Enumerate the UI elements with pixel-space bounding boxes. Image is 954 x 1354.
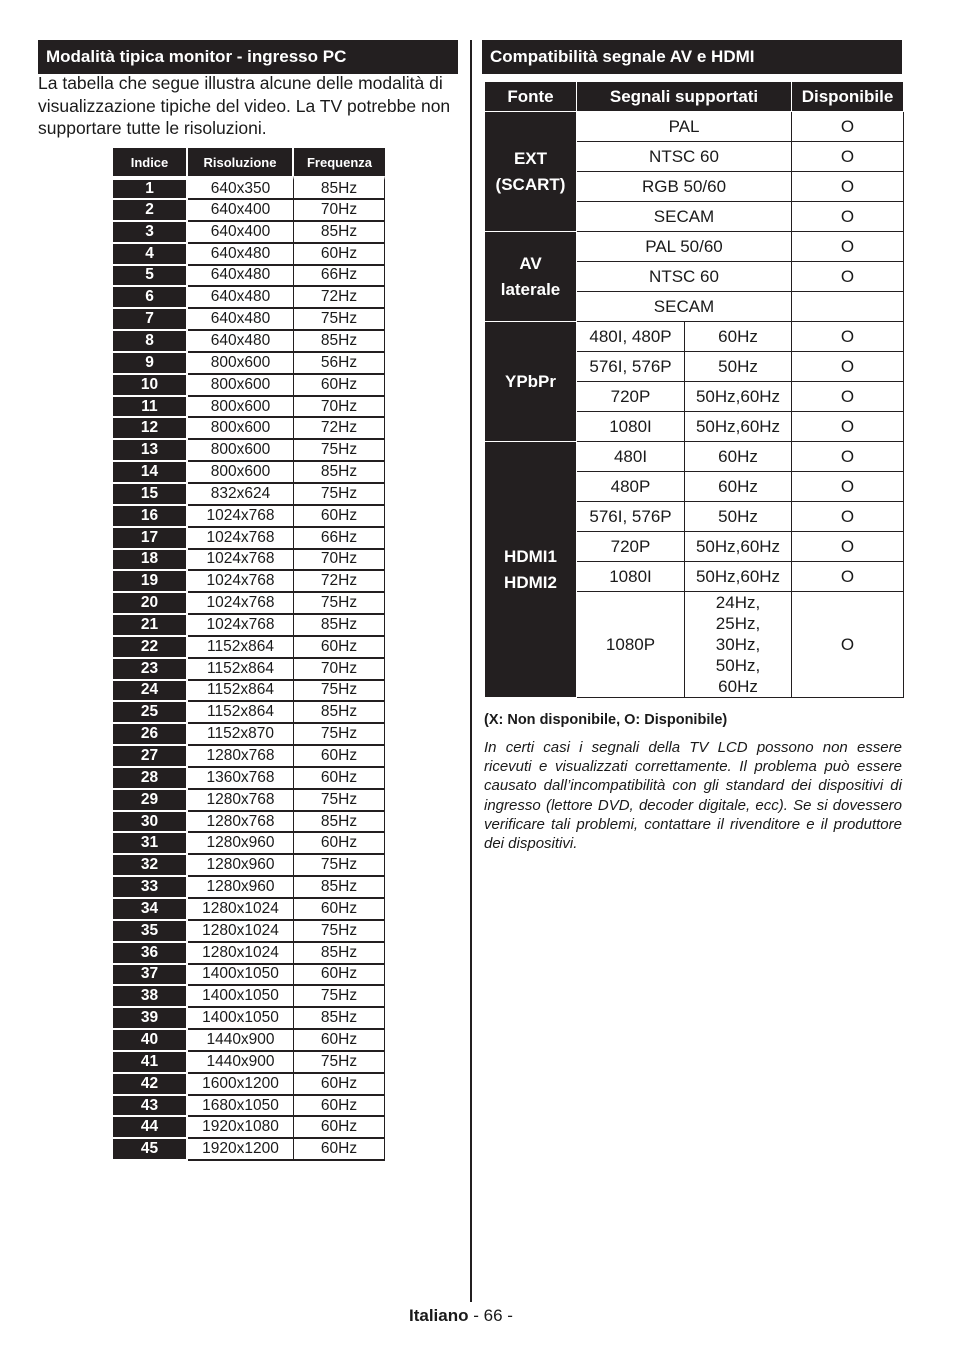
availability-cell: O — [792, 172, 904, 202]
mode-frequency: 85Hz — [294, 222, 385, 244]
table-row — [113, 724, 385, 746]
frequency-cell: 50Hz,60Hz — [685, 532, 792, 562]
mode-resolution: 1280x768 — [188, 746, 294, 768]
compat-note: In certi casi i segnali della TV LCD possono non essere ricevuti e visualizzati correttamente. Il problema può essere causato dall’incompatibilità con gli standard dei dispositivi di ingresso (lettore DVD, decoder digitale, ecc). Se si dovessero verificare tali problemi, contattare il rivenditore e il produttore dei dispositivi. — [484, 739, 902, 853]
mode-frequency: 75Hz — [294, 921, 385, 943]
table-header-row — [485, 82, 904, 112]
mode-index: 24 — [113, 681, 188, 703]
mode-index: 22 — [113, 637, 188, 659]
mode-frequency: 85Hz — [294, 176, 385, 200]
mode-frequency: 75Hz — [294, 855, 385, 877]
mode-resolution: 1152x870 — [188, 724, 294, 746]
signal-cell: RGB 50/60 — [577, 172, 792, 202]
table-row — [113, 528, 385, 550]
mode-frequency: 85Hz — [294, 462, 385, 484]
table-row — [485, 112, 904, 142]
table-row — [485, 232, 904, 262]
footer-page-number: - 66 - — [473, 1306, 513, 1325]
mode-resolution: 640x480 — [188, 331, 294, 353]
mode-frequency: 70Hz — [294, 200, 385, 222]
mode-resolution: 1280x960 — [188, 833, 294, 855]
table-row — [113, 921, 385, 943]
header-frequenza: Frequenza — [294, 148, 385, 176]
mode-frequency: 72Hz — [294, 287, 385, 309]
table-row — [113, 812, 385, 834]
mode-resolution: 1280x768 — [188, 812, 294, 834]
mode-resolution: 1920x1080 — [188, 1117, 294, 1139]
mode-index: 27 — [113, 746, 188, 768]
mode-resolution: 1152x864 — [188, 637, 294, 659]
mode-frequency: 75Hz — [294, 724, 385, 746]
mode-frequency: 60Hz — [294, 637, 385, 659]
source-cell — [485, 232, 577, 322]
signal-compat-body — [485, 112, 904, 698]
table-row — [113, 550, 385, 572]
table-row — [113, 506, 385, 528]
table-row — [113, 418, 385, 440]
table-row — [113, 702, 385, 724]
mode-resolution: 1152x864 — [188, 659, 294, 681]
header-fonte: Fonte — [485, 82, 577, 112]
mode-resolution: 1280x960 — [188, 877, 294, 899]
table-row — [485, 322, 904, 352]
availability-cell: O — [792, 562, 904, 592]
availability-cell: O — [792, 322, 904, 352]
table-row — [113, 571, 385, 593]
table-row — [113, 768, 385, 790]
mode-resolution: 1152x864 — [188, 702, 294, 724]
mode-index: 44 — [113, 1117, 188, 1139]
mode-index: 25 — [113, 702, 188, 724]
mode-index: 31 — [113, 833, 188, 855]
frequency-line: 24Hz, — [715, 593, 761, 612]
mode-index: 29 — [113, 790, 188, 812]
table-row — [113, 899, 385, 921]
mode-resolution: 1152x864 — [188, 681, 294, 703]
availability-cell: O — [792, 442, 904, 472]
mode-index: 40 — [113, 1030, 188, 1052]
mode-index: 19 — [113, 571, 188, 593]
section-title-signal-compat: Compatibilità segnale AV e HDMI — [482, 40, 902, 74]
table-row — [113, 484, 385, 506]
mode-index: 21 — [113, 615, 188, 637]
mode-index: 26 — [113, 724, 188, 746]
column-divider — [470, 40, 472, 1302]
mode-frequency: 60Hz — [294, 899, 385, 921]
mode-resolution: 640x480 — [188, 287, 294, 309]
frequency-cell — [685, 592, 792, 698]
mode-resolution: 1280x1024 — [188, 921, 294, 943]
mode-frequency: 85Hz — [294, 702, 385, 724]
mode-index: 36 — [113, 943, 188, 965]
table-row — [113, 200, 385, 222]
mode-frequency: 66Hz — [294, 266, 385, 288]
table-row — [113, 462, 385, 484]
mode-frequency: 60Hz — [294, 1117, 385, 1139]
mode-index: 3 — [113, 222, 188, 244]
signal-cell: SECAM — [577, 292, 792, 322]
signal-cell: 1080I — [577, 562, 685, 592]
mode-resolution: 1400x1050 — [188, 986, 294, 1008]
mode-frequency: 85Hz — [294, 943, 385, 965]
mode-index: 28 — [113, 768, 188, 790]
table-row — [113, 353, 385, 375]
availability-cell: O — [792, 112, 904, 142]
table-row — [113, 375, 385, 397]
table-header-row — [113, 148, 385, 176]
source-cell — [485, 112, 577, 232]
section-title-pc-modes: Modalità tipica monitor - ingresso PC — [38, 40, 458, 74]
mode-frequency: 85Hz — [294, 1008, 385, 1030]
table-row — [113, 244, 385, 266]
mode-index: 4 — [113, 244, 188, 266]
table-row — [485, 442, 904, 472]
header-segnali: Segnali supportati — [577, 82, 792, 112]
mode-resolution: 800x600 — [188, 440, 294, 462]
mode-index: 38 — [113, 986, 188, 1008]
table-row — [113, 1008, 385, 1030]
table-row — [113, 176, 385, 200]
header-disponibile: Disponibile — [792, 82, 904, 112]
table-row — [113, 397, 385, 419]
frequency-cell: 50Hz,60Hz — [685, 562, 792, 592]
frequency-line: 50Hz, — [715, 656, 761, 675]
footer-language: Italiano — [409, 1306, 469, 1325]
mode-index: 37 — [113, 965, 188, 987]
mode-frequency: 60Hz — [294, 375, 385, 397]
table-row — [113, 659, 385, 681]
mode-resolution: 800x600 — [188, 375, 294, 397]
mode-index: 23 — [113, 659, 188, 681]
mode-frequency: 60Hz — [294, 965, 385, 987]
signal-cell: PAL — [577, 112, 792, 142]
table-row — [113, 1074, 385, 1096]
frequency-line: 30Hz, — [715, 635, 761, 654]
table-row — [113, 943, 385, 965]
table-row — [113, 790, 385, 812]
mode-resolution: 1920x1200 — [188, 1139, 294, 1161]
mode-resolution: 1024x768 — [188, 593, 294, 615]
mode-index: 34 — [113, 899, 188, 921]
frequency-line: 25Hz, — [715, 614, 761, 633]
mode-frequency: 66Hz — [294, 528, 385, 550]
mode-frequency: 70Hz — [294, 397, 385, 419]
availability-cell — [792, 292, 904, 322]
source-label: (SCART) — [495, 174, 566, 194]
mode-resolution: 640x400 — [188, 200, 294, 222]
source-label: AV — [519, 253, 542, 273]
source-cell — [485, 322, 577, 442]
availability-cell: O — [792, 412, 904, 442]
table-row — [113, 1052, 385, 1074]
pc-modes-table — [113, 148, 385, 1161]
mode-index: 41 — [113, 1052, 188, 1074]
intro-paragraph: La tabella che segue illustra alcune delle modalità di visualizzazione tipiche del video. La TV potrebbe non supportare tutte le risoluzioni. — [38, 73, 451, 138]
frequency-line: 60Hz — [718, 677, 758, 696]
mode-resolution: 1024x768 — [188, 550, 294, 572]
mode-index: 20 — [113, 593, 188, 615]
mode-frequency: 75Hz — [294, 1052, 385, 1074]
table-row — [113, 965, 385, 987]
mode-index: 42 — [113, 1074, 188, 1096]
mode-index: 6 — [113, 287, 188, 309]
mode-index: 39 — [113, 1008, 188, 1030]
mode-resolution: 1024x768 — [188, 528, 294, 550]
source-label: EXT — [513, 148, 548, 168]
frequency-cell: 50Hz — [685, 502, 792, 532]
table-row — [113, 1096, 385, 1118]
source-cell — [485, 442, 577, 698]
table-row — [113, 615, 385, 637]
mode-index: 12 — [113, 418, 188, 440]
mode-frequency: 60Hz — [294, 833, 385, 855]
source-label: HDMI2 — [504, 572, 557, 592]
signal-cell: 1080P — [577, 592, 685, 698]
mode-resolution: 1400x1050 — [188, 965, 294, 987]
mode-frequency: 75Hz — [294, 484, 385, 506]
mode-resolution: 640x480 — [188, 266, 294, 288]
mode-index: 8 — [113, 331, 188, 353]
mode-resolution: 1360x768 — [188, 768, 294, 790]
mode-frequency: 56Hz — [294, 353, 385, 375]
mode-index: 45 — [113, 1139, 188, 1161]
mode-frequency: 60Hz — [294, 1139, 385, 1161]
frequency-cell: 60Hz — [685, 322, 792, 352]
mode-index: 11 — [113, 397, 188, 419]
mode-index: 1 — [113, 176, 188, 200]
table-row — [113, 637, 385, 659]
signal-cell: 576I, 576P — [577, 352, 685, 382]
table-row — [113, 287, 385, 309]
signal-cell: SECAM — [577, 202, 792, 232]
mode-frequency: 75Hz — [294, 440, 385, 462]
signal-cell: 480I — [577, 442, 685, 472]
table-row — [113, 855, 385, 877]
availability-cell: O — [792, 382, 904, 412]
mode-resolution: 640x480 — [188, 244, 294, 266]
mode-frequency: 60Hz — [294, 768, 385, 790]
frequency-cell: 60Hz — [685, 472, 792, 502]
page-footer — [409, 1306, 513, 1326]
signal-cell: 576I, 576P — [577, 502, 685, 532]
mode-frequency: 70Hz — [294, 659, 385, 681]
mode-resolution: 640x480 — [188, 309, 294, 331]
signal-cell: 480I, 480P — [577, 322, 685, 352]
mode-resolution: 800x600 — [188, 397, 294, 419]
mode-frequency: 60Hz — [294, 746, 385, 768]
table-row — [113, 877, 385, 899]
availability-cell: O — [792, 592, 904, 698]
mode-index: 32 — [113, 855, 188, 877]
signal-cell: 720P — [577, 532, 685, 562]
mode-resolution: 800x600 — [188, 462, 294, 484]
mode-resolution: 1400x1050 — [188, 1008, 294, 1030]
table-row — [113, 266, 385, 288]
mode-frequency: 85Hz — [294, 615, 385, 637]
mode-resolution: 1440x900 — [188, 1030, 294, 1052]
frequency-cell: 50Hz,60Hz — [685, 382, 792, 412]
mode-index: 30 — [113, 812, 188, 834]
mode-resolution: 640x400 — [188, 222, 294, 244]
mode-resolution: 1024x768 — [188, 571, 294, 593]
frequency-cell: 60Hz — [685, 442, 792, 472]
mode-index: 10 — [113, 375, 188, 397]
mode-resolution: 1280x960 — [188, 855, 294, 877]
availability-cell: O — [792, 262, 904, 292]
mode-resolution: 1024x768 — [188, 615, 294, 637]
frequency-cell: 50Hz,60Hz — [685, 412, 792, 442]
availability-cell: O — [792, 202, 904, 232]
signal-cell: 480P — [577, 472, 685, 502]
header-risoluzione: Risoluzione — [188, 148, 294, 176]
table-row — [113, 440, 385, 462]
mode-index: 2 — [113, 200, 188, 222]
availability-cell: O — [792, 502, 904, 532]
signal-cell: NTSC 60 — [577, 142, 792, 172]
mode-index: 9 — [113, 353, 188, 375]
table-row — [113, 833, 385, 855]
mode-frequency: 75Hz — [294, 593, 385, 615]
mode-index: 13 — [113, 440, 188, 462]
mode-frequency: 60Hz — [294, 244, 385, 266]
availability-cell: O — [792, 142, 904, 172]
signal-cell: PAL 50/60 — [577, 232, 792, 262]
table-row — [113, 1117, 385, 1139]
availability-legend: (X: Non disponibile, O: Disponibile) — [484, 712, 728, 728]
mode-index: 15 — [113, 484, 188, 506]
mode-frequency: 72Hz — [294, 571, 385, 593]
mode-resolution: 800x600 — [188, 353, 294, 375]
mode-frequency: 60Hz — [294, 1096, 385, 1118]
mode-index: 33 — [113, 877, 188, 899]
table-row — [113, 1030, 385, 1052]
table-row — [113, 331, 385, 353]
mode-resolution: 1600x1200 — [188, 1074, 294, 1096]
pc-modes-body — [113, 176, 385, 1161]
frequency-cell: 50Hz — [685, 352, 792, 382]
mode-index: 18 — [113, 550, 188, 572]
table-row — [113, 746, 385, 768]
mode-resolution: 800x600 — [188, 418, 294, 440]
header-indice: Indice — [113, 148, 188, 176]
mode-frequency: 75Hz — [294, 309, 385, 331]
mode-index: 7 — [113, 309, 188, 331]
mode-frequency: 85Hz — [294, 331, 385, 353]
source-label: YPbPr — [504, 371, 557, 391]
mode-resolution: 1280x768 — [188, 790, 294, 812]
table-row — [113, 1139, 385, 1161]
mode-index: 16 — [113, 506, 188, 528]
mode-index: 5 — [113, 266, 188, 288]
mode-frequency: 60Hz — [294, 1030, 385, 1052]
mode-frequency: 70Hz — [294, 550, 385, 572]
mode-frequency: 60Hz — [294, 1074, 385, 1096]
mode-frequency: 75Hz — [294, 986, 385, 1008]
mode-index: 17 — [113, 528, 188, 550]
table-row — [113, 309, 385, 331]
availability-cell: O — [792, 232, 904, 262]
signal-cell: NTSC 60 — [577, 262, 792, 292]
signal-compat-table — [484, 81, 904, 698]
mode-frequency: 85Hz — [294, 812, 385, 834]
mode-resolution: 1680x1050 — [188, 1096, 294, 1118]
mode-resolution: 832x624 — [188, 484, 294, 506]
mode-frequency: 60Hz — [294, 506, 385, 528]
availability-cell: O — [792, 352, 904, 382]
mode-resolution: 1024x768 — [188, 506, 294, 528]
mode-index: 14 — [113, 462, 188, 484]
mode-resolution: 1280x1024 — [188, 943, 294, 965]
signal-cell: 1080I — [577, 412, 685, 442]
mode-resolution: 1280x1024 — [188, 899, 294, 921]
source-label: laterale — [500, 279, 561, 299]
mode-resolution: 640x350 — [188, 176, 294, 200]
signal-cell: 720P — [577, 382, 685, 412]
table-row — [113, 986, 385, 1008]
mode-index: 43 — [113, 1096, 188, 1118]
table-row — [113, 222, 385, 244]
mode-index: 35 — [113, 921, 188, 943]
source-label: HDMI1 — [504, 546, 557, 566]
mode-frequency: 72Hz — [294, 418, 385, 440]
mode-resolution: 1440x900 — [188, 1052, 294, 1074]
mode-frequency: 75Hz — [294, 681, 385, 703]
table-row — [113, 593, 385, 615]
mode-frequency: 85Hz — [294, 877, 385, 899]
availability-cell: O — [792, 472, 904, 502]
table-row — [113, 681, 385, 703]
mode-frequency: 75Hz — [294, 790, 385, 812]
availability-cell: O — [792, 532, 904, 562]
